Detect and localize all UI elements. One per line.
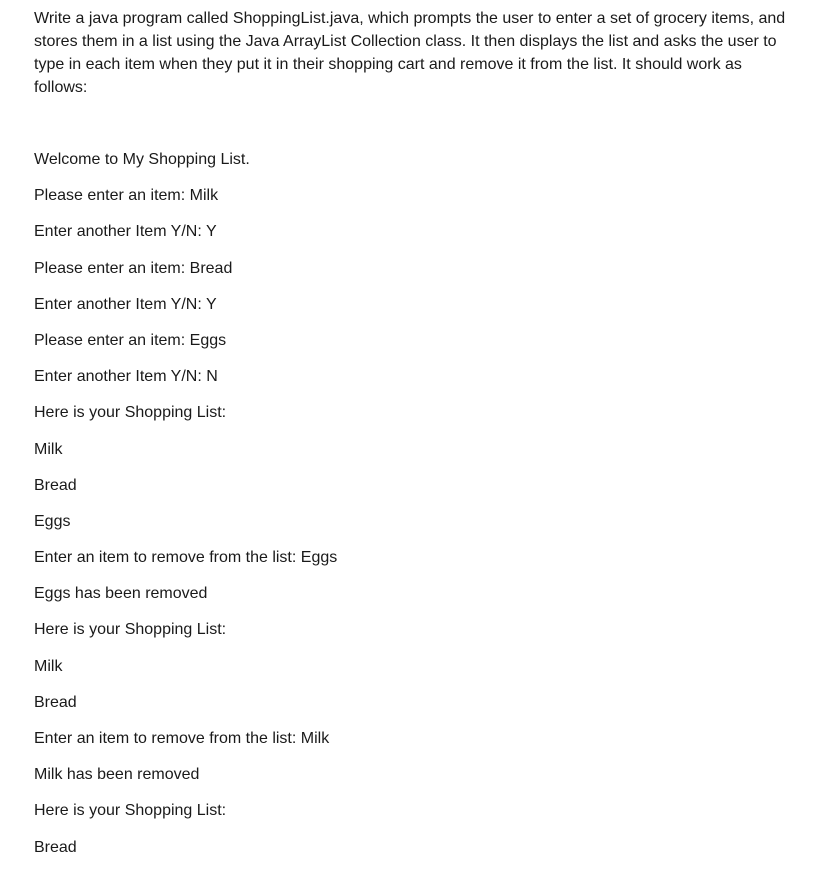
sample-line: Milk (34, 440, 63, 458)
sample-line: Please enter an item: Bread (34, 259, 233, 277)
sample-line: Here is your Shopping List: (34, 802, 227, 820)
sample-line: Enter an item to remove from the list: Milk (34, 730, 330, 747)
sample-line: Eggs (34, 512, 71, 530)
sample-line: Please enter an item: Eggs (34, 331, 227, 349)
sample-line: Bread (34, 838, 77, 856)
sample-line: Enter another Item Y/N: Y (34, 223, 217, 241)
sample-line: Enter another Item Y/N: Y (34, 295, 217, 313)
sample-line: Eggs has been removed (34, 585, 208, 603)
sample-line: Enter an item to remove from the list: Eggs (34, 549, 338, 567)
sample-line: Welcome to My Shopping List. (34, 151, 250, 168)
sample-line: Bread (34, 693, 77, 711)
sample-line: Bread (34, 476, 77, 494)
sample-line: Milk (34, 657, 63, 675)
sample-line: Here is your Shopping List: (34, 404, 227, 422)
sample-line: Please enter an item: Milk (34, 187, 219, 205)
sample-line: Enter another Item Y/N: N (34, 368, 218, 386)
sample-line: Milk has been removed (34, 766, 200, 784)
sample-line: Here is your Shopping List: (34, 621, 227, 639)
sample-output (34, 150, 337, 874)
assignment-description: Write a java program called ShoppingList.java, which prompts the user to enter a set of grocery items, and stores them in a list using the Java ArrayList Collection class. It then displays the list and asks the user to type in each item when they put it in their shopping cart and remove it from the list. It should work as follows: (34, 10, 786, 96)
